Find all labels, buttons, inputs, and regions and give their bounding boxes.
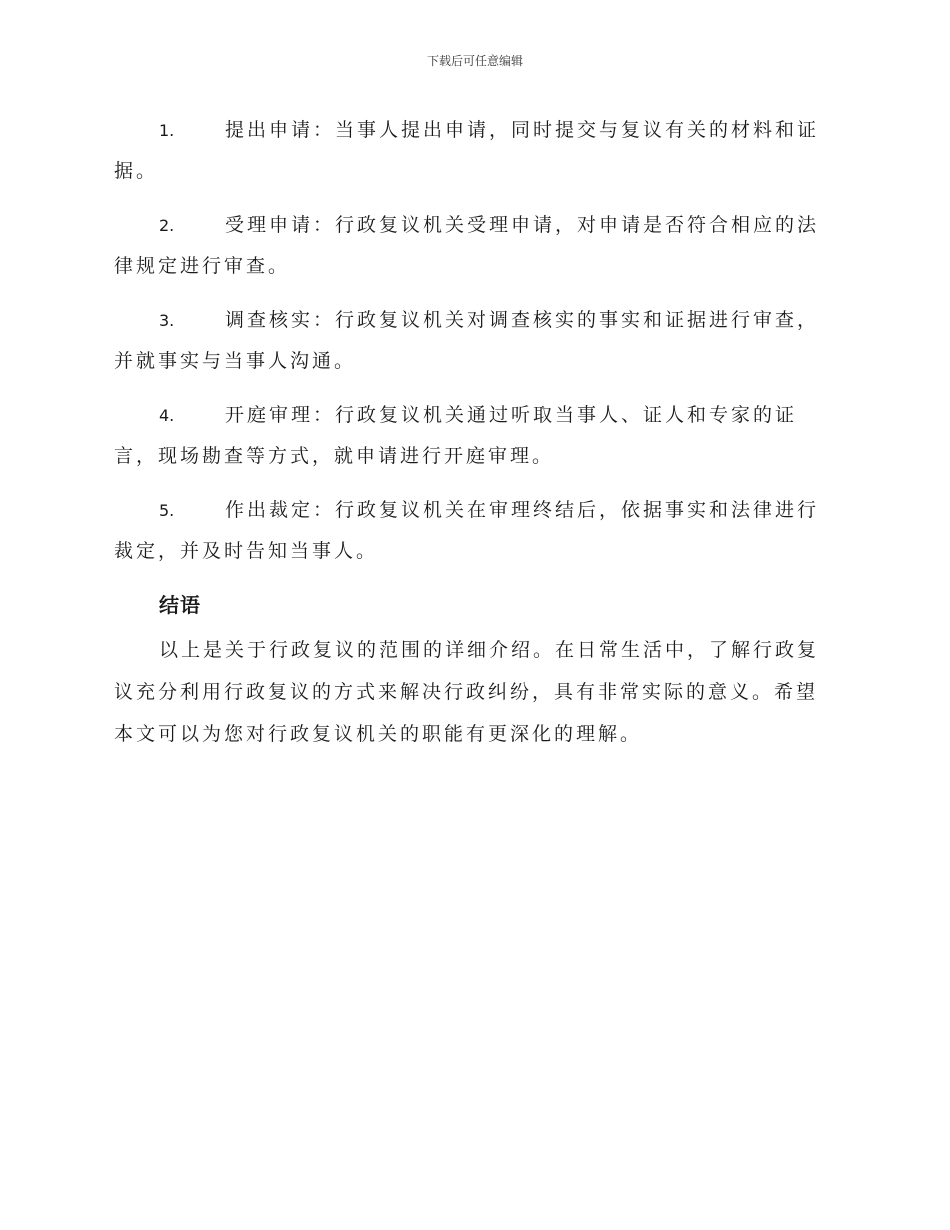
step-text: 提出申请：当事人提出申请，同时提交与复议有关的材料和证据。 <box>114 119 820 182</box>
step-item-1 <box>114 110 834 191</box>
step-text: 作出裁定：行政复议机关在审理终结后，依据事实和法律进行裁定，并及时告知当事人。 <box>114 499 820 562</box>
step-item-5 <box>114 490 834 571</box>
step-number: 5. <box>159 501 175 520</box>
step-text: 受理申请：行政复议机关受理申请，对申请是否符合相应的法律规定进行审查。 <box>114 214 820 277</box>
step-number: 3. <box>159 311 175 330</box>
step-text: 开庭审理：行政复议机关通过听取当事人、证人和专家的证言，现场勘查等方式，就申请进行开庭审理。 <box>114 404 798 467</box>
conclusion-heading: 结语 <box>159 593 201 617</box>
step-item-3 <box>114 300 834 381</box>
page-header: 下载后可任意编辑 <box>426 54 523 68</box>
step-item-2 <box>114 205 834 286</box>
step-number: 1. <box>159 121 175 140</box>
step-item-4 <box>114 395 834 476</box>
document-body <box>114 110 834 755</box>
step-number: 2. <box>159 216 175 235</box>
step-text: 调查核实：行政复议机关对调查核实的事实和证据进行审查，并就事实与当事人沟通。 <box>114 309 820 372</box>
conclusion-paragraph: 以上是关于行政复议的范围的详细介绍。在日常生活中，了解行政复议充分利用行政复议的方式来解决行政纠纷，具有非常实际的意义。希望本文可以为您对行政复议机关的职能有更深化的理解。 <box>114 639 820 745</box>
step-number: 4. <box>159 406 175 425</box>
